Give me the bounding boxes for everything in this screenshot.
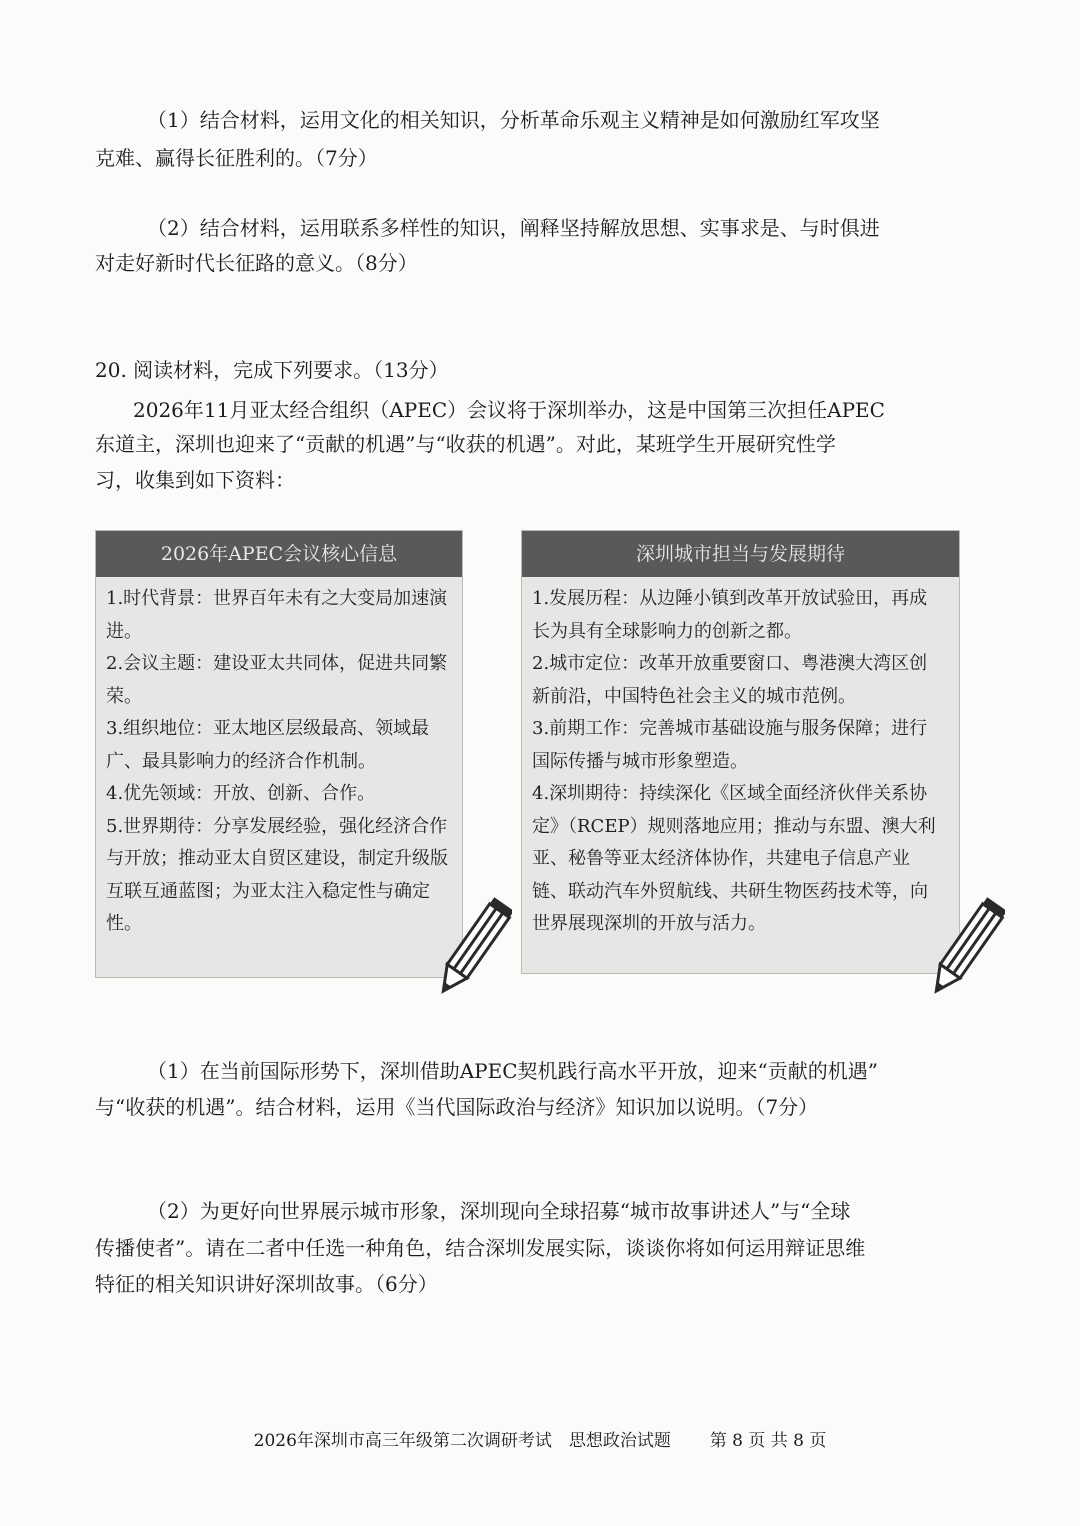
pencil-icon [432,893,512,1008]
q20-sub2-line1: （2）为更好向世界展示城市形象，深圳现向全球招募“城市故事讲述人”与“全球 [147,1199,851,1223]
apec-info-item: 5.世界期待：分享发展经验，强化经济合作与开放；推动亚太自贸区建设，制定升级版互联互通蓝图；为亚太注入稳定性与确定性。 [106,815,448,934]
shenzhen-info-item: 2.城市定位：改革开放重要窗口、粤港澳大湾区创新前沿，中国特色社会主义的城市范例。 [532,653,928,707]
q19-sub2-line1: （2）结合材料，运用联系多样性的知识，阐释坚持解放思想、实事求是、与时俱进 [147,216,880,240]
q20-heading: 20. 阅读材料，完成下列要求。（13分） [95,358,449,382]
shenzhen-info-item: 1.发展历程：从边陲小镇到改革开放试验田，再成长为具有全球影响力的创新之都。 [532,588,928,642]
q20-intro-line3: 习，收集到如下资料： [95,468,295,492]
apec-info-item: 3.组织地位：亚太地区层级最高、领域最广、最具影响力的经济合作机制。 [106,718,430,772]
q20-sub2-line3: 特征的相关知识讲好深圳故事。（6分） [95,1272,438,1296]
apec-core-info-title: 2026年APEC会议核心信息 [96,531,462,577]
pencil-icon [925,893,1005,1008]
shenzhen-info-item: 4.深圳期待：持续深化《区域全面经济伙伴关系协定》（RCEP）规则落地应用；推动与东盟、澳大利亚、秘鲁等亚太经济体协作，共建电子信息产业链、联动汽车外贸航线、共研生物医药技术等，向世界展现深圳的开放与活力。 [532,783,936,934]
exam-title: 2026年深圳市高三年级第二次调研考试 思想政治试题 [253,1431,671,1451]
q20-intro-line2: 东道主，深圳也迎来了“贡献的机遇”与“收获的机遇”。对此，某班学生开展研究性学 [95,432,836,456]
apec-info-item: 1.时代背景：世界百年未有之大变局加速演进。 [106,588,448,642]
q19-sub1-line2: 克难、赢得长征胜利的。（7分） [95,146,378,170]
page-footer [0,1426,1080,1451]
q20-sub1-line1: （1）在当前国际形势下，深圳借助APEC契机践行高水平开放，迎来“贡献的机遇” [147,1059,878,1083]
shenzhen-city-card [521,530,960,974]
q20-sub2-line2: 传播使者”。请在二者中任选一种角色，结合深圳发展实际，谈谈你将如何运用辩证思维 [95,1236,866,1260]
q19-sub1-line1: （1）结合材料，运用文化的相关知识，分析革命乐观主义精神是如何激励红军攻坚 [147,108,880,132]
shenzhen-info-item: 3.前期工作：完善城市基础设施与服务保障；进行国际传播与城市形象塑造。 [532,718,928,772]
apec-info-item: 2.会议主题：建设亚太共同体，促进共同繁荣。 [106,653,448,707]
q19-sub2-line2: 对走好新时代长征路的意义。（8分） [95,251,418,275]
q20-sub1-line2: 与“收获的机遇”。结合材料，运用《当代国际政治与经济》知识加以说明。（7分） [95,1095,819,1119]
shenzhen-city-title: 深圳城市担当与发展期待 [522,531,959,577]
apec-info-item: 4.优先领域：开放、创新、合作。 [106,783,376,804]
q20-intro-line1: 2026年11月亚太经合组织（APEC）会议将于深圳举办，这是中国第三次担任APEC [133,398,885,422]
apec-core-info-card [95,530,463,978]
page-number: 第 8 页 共 8 页 [709,1431,827,1451]
